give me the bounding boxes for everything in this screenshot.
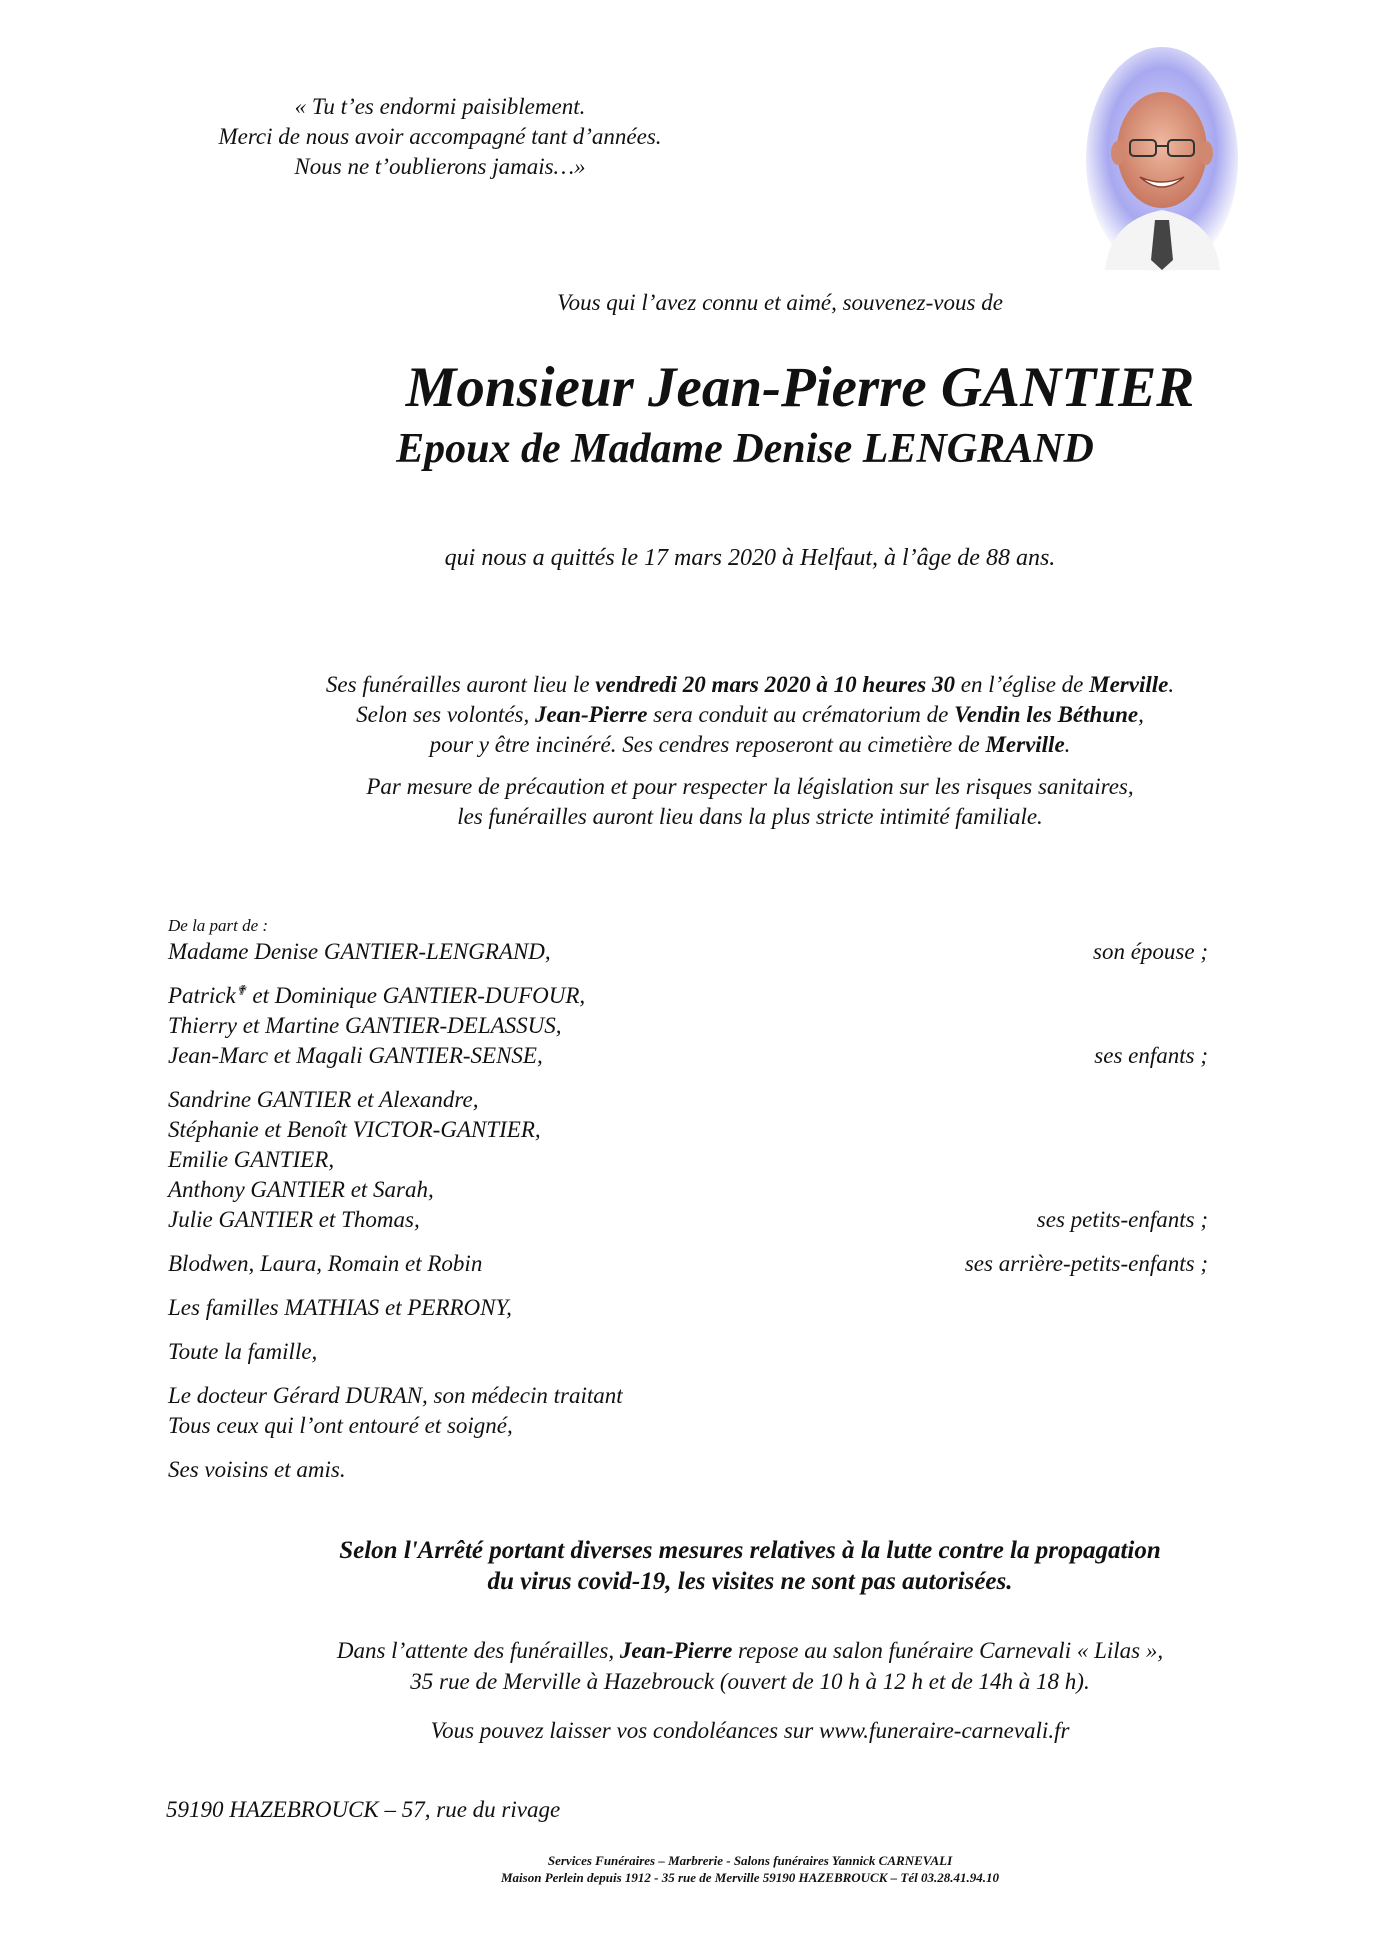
funeral-line: les funérailles auront lieu dans la plus stricte intimité familiale. bbox=[457, 804, 1043, 829]
portrait-photo bbox=[1085, 45, 1240, 275]
address: 59190 HAZEBROUCK – 57, rue du rivage bbox=[166, 1797, 561, 1822]
family-group-grandchildren bbox=[168, 1085, 1208, 1235]
funeral-date: vendredi 20 mars 2020 à 10 heures 30 bbox=[595, 672, 955, 697]
family-role: son épouse ; bbox=[1093, 939, 1208, 964]
family-member: Julie GANTIER et Thomas, bbox=[168, 1207, 420, 1232]
portrait-image bbox=[1085, 45, 1240, 275]
family-member: Madame Denise GANTIER-LENGRAND, bbox=[168, 939, 551, 964]
funeral-text: . bbox=[1168, 672, 1175, 697]
footer-line: Services Funéraires – Marbrerie - Salons funéraires Yannick CARNEVALI bbox=[547, 1853, 953, 1868]
family-member: Jean-Marc et Magali GANTIER-SENSE, bbox=[168, 1043, 543, 1068]
funeral-line bbox=[215, 700, 1285, 730]
family-row bbox=[168, 1041, 1208, 1071]
cross-icon: ✟ bbox=[235, 982, 247, 998]
family-group-care bbox=[168, 1381, 1208, 1441]
funeral-text: Selon ses volontés, bbox=[356, 702, 535, 727]
from-label: De la part de : bbox=[168, 916, 269, 935]
family-row bbox=[168, 1249, 1208, 1279]
funeral-text: sera conduit au crématorium de bbox=[647, 702, 955, 727]
family-list bbox=[168, 915, 1208, 1485]
family-member-name: et Dominique GANTIER-DUFOUR, bbox=[246, 983, 586, 1008]
funeral-line bbox=[215, 670, 1285, 700]
wake-line bbox=[270, 1635, 1230, 1666]
intro-text: Vous qui l’avez connu et aimé, souvenez-vous de bbox=[557, 290, 1003, 315]
covid-notice bbox=[270, 1535, 1230, 1597]
funeral-info bbox=[215, 670, 1285, 832]
funeral-crematorium: Vendin les Béthune bbox=[954, 702, 1139, 727]
family-group-children bbox=[168, 981, 1208, 1071]
wake-text: Dans l’attente des funérailles, bbox=[336, 1638, 620, 1663]
funeral-text: . bbox=[1064, 732, 1071, 757]
funeral-church: Merville bbox=[1089, 672, 1169, 697]
family-member: Stéphanie et Benoît VICTOR-GANTIER, bbox=[168, 1117, 541, 1142]
funeral-text: Ses funérailles auront lieu le bbox=[325, 672, 596, 697]
funeral-text: en l’église de bbox=[955, 672, 1090, 697]
quote-block bbox=[200, 92, 680, 182]
family-member: Thierry et Martine GANTIER-DELASSUS, bbox=[168, 1013, 562, 1038]
family-member: Tous ceux qui l’ont entouré et soigné, bbox=[168, 1413, 513, 1438]
quote-line: « Tu t’es endormi paisiblement. bbox=[294, 94, 586, 119]
family-member: Le docteur Gérard DURAN, son médecin traitant bbox=[168, 1383, 623, 1408]
funeral-text: pour y être incinéré. Ses cendres reposeront au cimetière de bbox=[429, 732, 986, 757]
wake-text: repose au salon funéraire Carnevali « Lilas », bbox=[732, 1638, 1164, 1663]
family-role: ses arrière-petits-enfants ; bbox=[964, 1251, 1208, 1276]
family-member bbox=[168, 981, 1208, 1011]
family-member: Toute la famille, bbox=[168, 1339, 318, 1364]
funeral-cemetery: Merville bbox=[985, 732, 1065, 757]
death-notice: qui nous a quittés le 17 mars 2020 à Helfaut, à l’âge de 88 ans. bbox=[444, 545, 1056, 571]
family-role: ses enfants ; bbox=[1094, 1043, 1208, 1068]
funeral-text: , bbox=[1138, 702, 1144, 727]
wake-info bbox=[270, 1635, 1230, 1697]
condolences-text: Vous pouvez laisser vos condoléances sur www.funeraire-carnevali.fr bbox=[430, 1718, 1070, 1743]
funeral-line: Par mesure de précaution et pour respecter la législation sur les risques sanitaires, bbox=[366, 774, 1134, 799]
family-member: Emilie GANTIER, bbox=[168, 1147, 335, 1172]
funeral-line bbox=[215, 730, 1285, 760]
covid-line: Selon l'Arrêté portant diverses mesures relatives à la lutte contre la propagation bbox=[339, 1537, 1161, 1564]
funeral-firstname: Jean-Pierre bbox=[535, 702, 648, 727]
quote-line: Merci de nous avoir accompagné tant d’années. bbox=[218, 124, 662, 149]
wake-firstname: Jean-Pierre bbox=[619, 1638, 733, 1663]
wake-line: 35 rue de Merville à Hazebrouck (ouvert de 10 h à 12 h et de 14h à 18 h). bbox=[410, 1669, 1090, 1694]
spouse-line: Epoux de Madame Denise LENGRAND bbox=[396, 426, 1094, 472]
family-row bbox=[168, 937, 1208, 967]
family-member: Ses voisins et amis. bbox=[168, 1457, 346, 1482]
family-member: Anthony GANTIER et Sarah, bbox=[168, 1177, 434, 1202]
quote-line: Nous ne t’oublierons jamais…» bbox=[294, 154, 586, 179]
footer-line: Maison Perlein depuis 1912 - 35 rue de Merville 59190 HAZEBROUCK – Tél 03.28.41.94.10 bbox=[501, 1870, 999, 1885]
family-row bbox=[168, 1205, 1208, 1235]
deceased-name: Monsieur Jean-Pierre GANTIER bbox=[405, 356, 1195, 419]
family-role: ses petits-enfants ; bbox=[1036, 1207, 1208, 1232]
covid-line: du virus covid-19, les visites ne sont pas autorisées. bbox=[487, 1568, 1013, 1595]
family-member-name: Patrick bbox=[168, 983, 236, 1008]
family-member: Blodwen, Laura, Romain et Robin bbox=[168, 1251, 483, 1276]
footer bbox=[340, 1852, 1160, 1886]
family-member: Sandrine GANTIER et Alexandre, bbox=[168, 1087, 479, 1112]
family-member: Les familles MATHIAS et PERRONY, bbox=[168, 1295, 512, 1320]
